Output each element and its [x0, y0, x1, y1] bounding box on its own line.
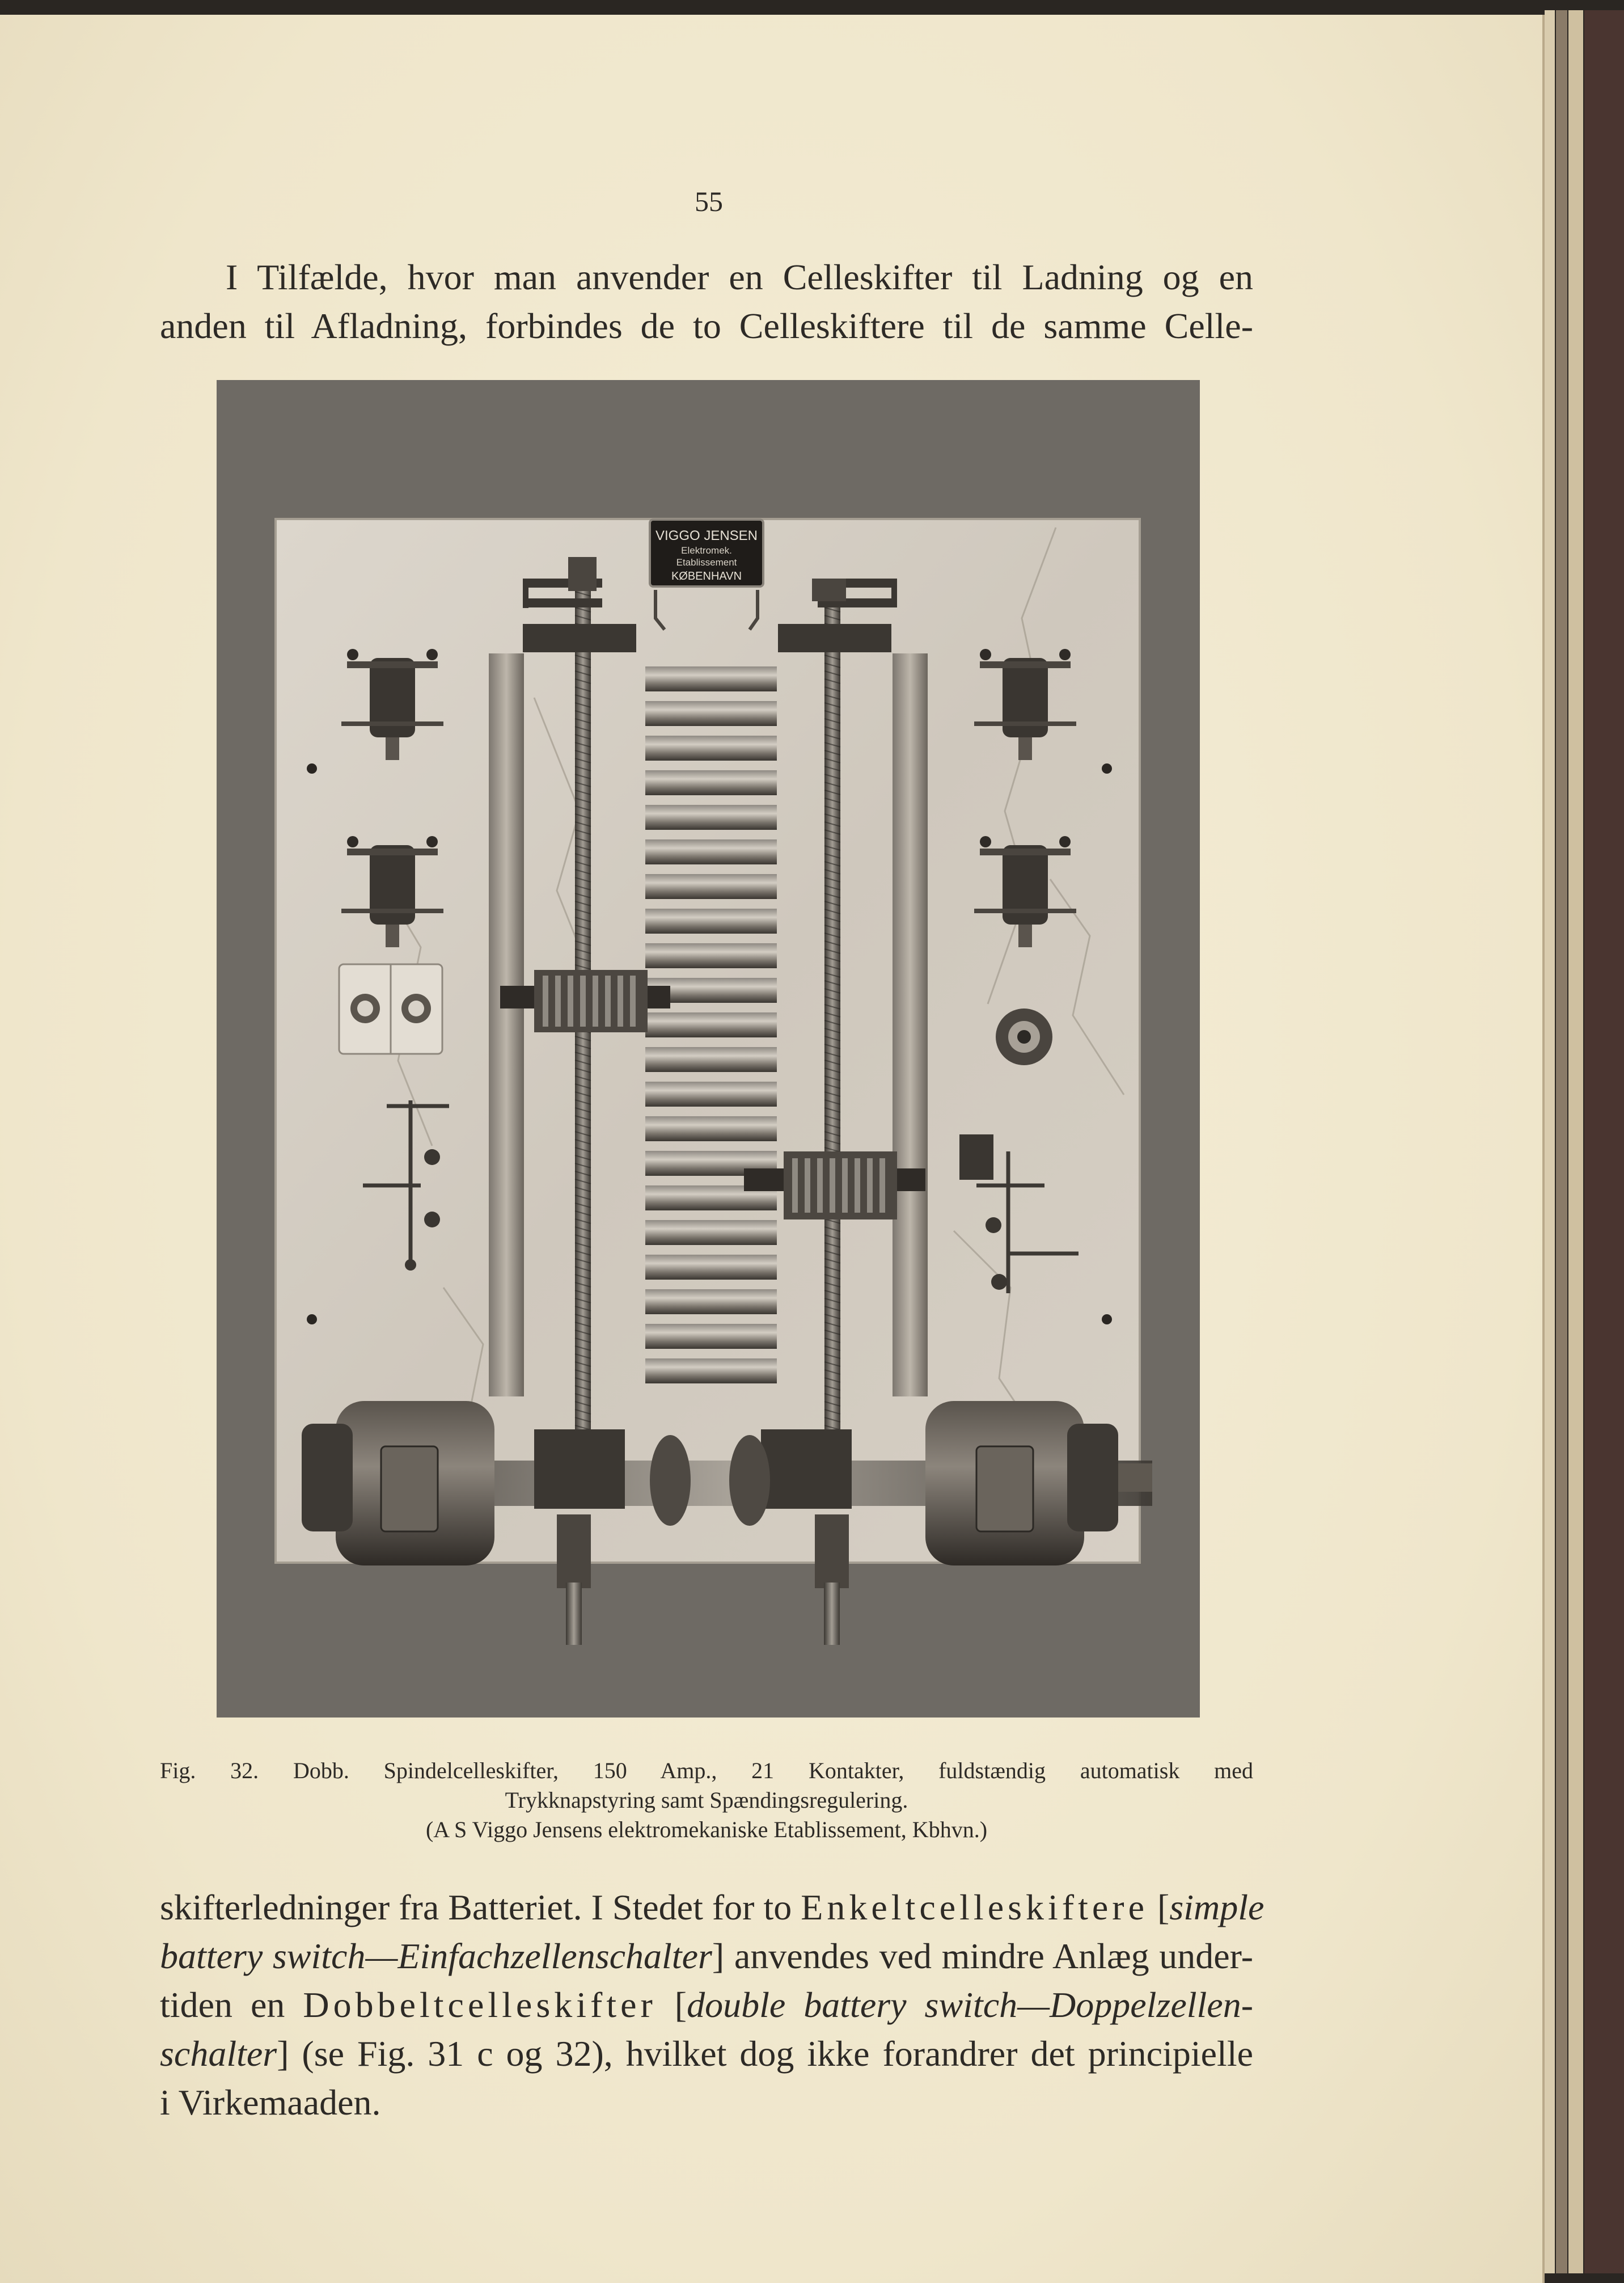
contact-bar	[645, 909, 777, 934]
contact-bar	[645, 1116, 777, 1141]
body-line-1	[160, 1887, 1264, 1928]
italic-term: battery switch—Einfachzellenschalter	[160, 1936, 712, 1976]
caption-line-2: Trykknapstyring samt Spændingsregulering.	[505, 1787, 908, 1813]
contact-bar	[645, 839, 777, 864]
body-line-5: i Virkemaaden.	[160, 2082, 381, 2122]
nameplate-line-2: Elektromek.	[681, 545, 732, 556]
caption-line-3: (A S Viggo Jensens elektromekaniske Etablissement, Kbhvn.)	[425, 1817, 988, 1842]
contact-bar	[645, 666, 777, 691]
book-page	[0, 15, 1545, 2283]
body-text: [	[1148, 1887, 1170, 1927]
contact-bar	[645, 1012, 777, 1037]
body-line-4	[160, 2033, 1253, 2075]
body-text: [	[656, 1985, 687, 2025]
page-edge	[1545, 10, 1555, 2273]
figure-label: Fig. 32.	[160, 1758, 259, 1783]
body-line-2	[160, 1935, 1253, 1977]
contact-bar	[645, 770, 777, 795]
body-text: tiden en	[160, 1985, 303, 2025]
contact-bar	[645, 874, 777, 899]
figure-photo	[217, 380, 1200, 1717]
page-edge	[1568, 10, 1583, 2273]
contact-bar	[645, 805, 777, 830]
page-edge	[1556, 10, 1567, 2273]
contact-bar	[645, 1082, 777, 1107]
nameplate-line-4: KØBENHAVN	[671, 570, 742, 583]
body-text: skifterledninger fra Batteriet. I Stedet for to	[160, 1887, 801, 1927]
body-text: ] anvendes ved mindre Anlæg under-	[712, 1936, 1254, 1976]
caption-line-1	[160, 1757, 1253, 1784]
contact-bar	[645, 1255, 777, 1280]
book-cover-edge	[1584, 10, 1624, 2273]
nameplate-line-1: VIGGO JENSEN	[655, 528, 758, 543]
italic-term: double battery switch—Doppelzellen-	[687, 1985, 1254, 2025]
body-text: ] (se Fig. 31 c og 32), hvilket dog ikke forandrer det principielle	[277, 2033, 1253, 2074]
contact-bar	[645, 1220, 777, 1245]
intro-line-1: I Tilfælde, hvor man anvender en Celleskifter til Ladning og en	[226, 257, 1253, 297]
caption-text-1: Dobb. Spindelcelleskifter, 150 Amp., 21 Kontakter, fuldstændig automatisk med	[293, 1758, 1254, 1783]
page-number: 55	[695, 185, 723, 217]
contact-bar	[645, 701, 777, 726]
contact-bar	[645, 1358, 777, 1383]
intro-line-2: anden til Afladning, forbindes de to Celleskiftere til de samme Celle-	[160, 306, 1253, 346]
contact-bar	[645, 736, 777, 761]
contact-bar	[645, 1324, 777, 1349]
spaced-term: Enkeltcelleskiftere	[801, 1887, 1148, 1927]
contact-bar	[645, 1047, 777, 1072]
nameplate-line-3: Etablissement	[676, 557, 737, 568]
italic-term: schalter	[160, 2033, 277, 2074]
contact-bar	[645, 943, 777, 968]
italic-term: simple	[1169, 1887, 1264, 1927]
spaced-term: Dobbeltcelleskifter	[303, 1985, 657, 2025]
body-line-3	[160, 1984, 1253, 2026]
contact-bar	[645, 1289, 777, 1314]
